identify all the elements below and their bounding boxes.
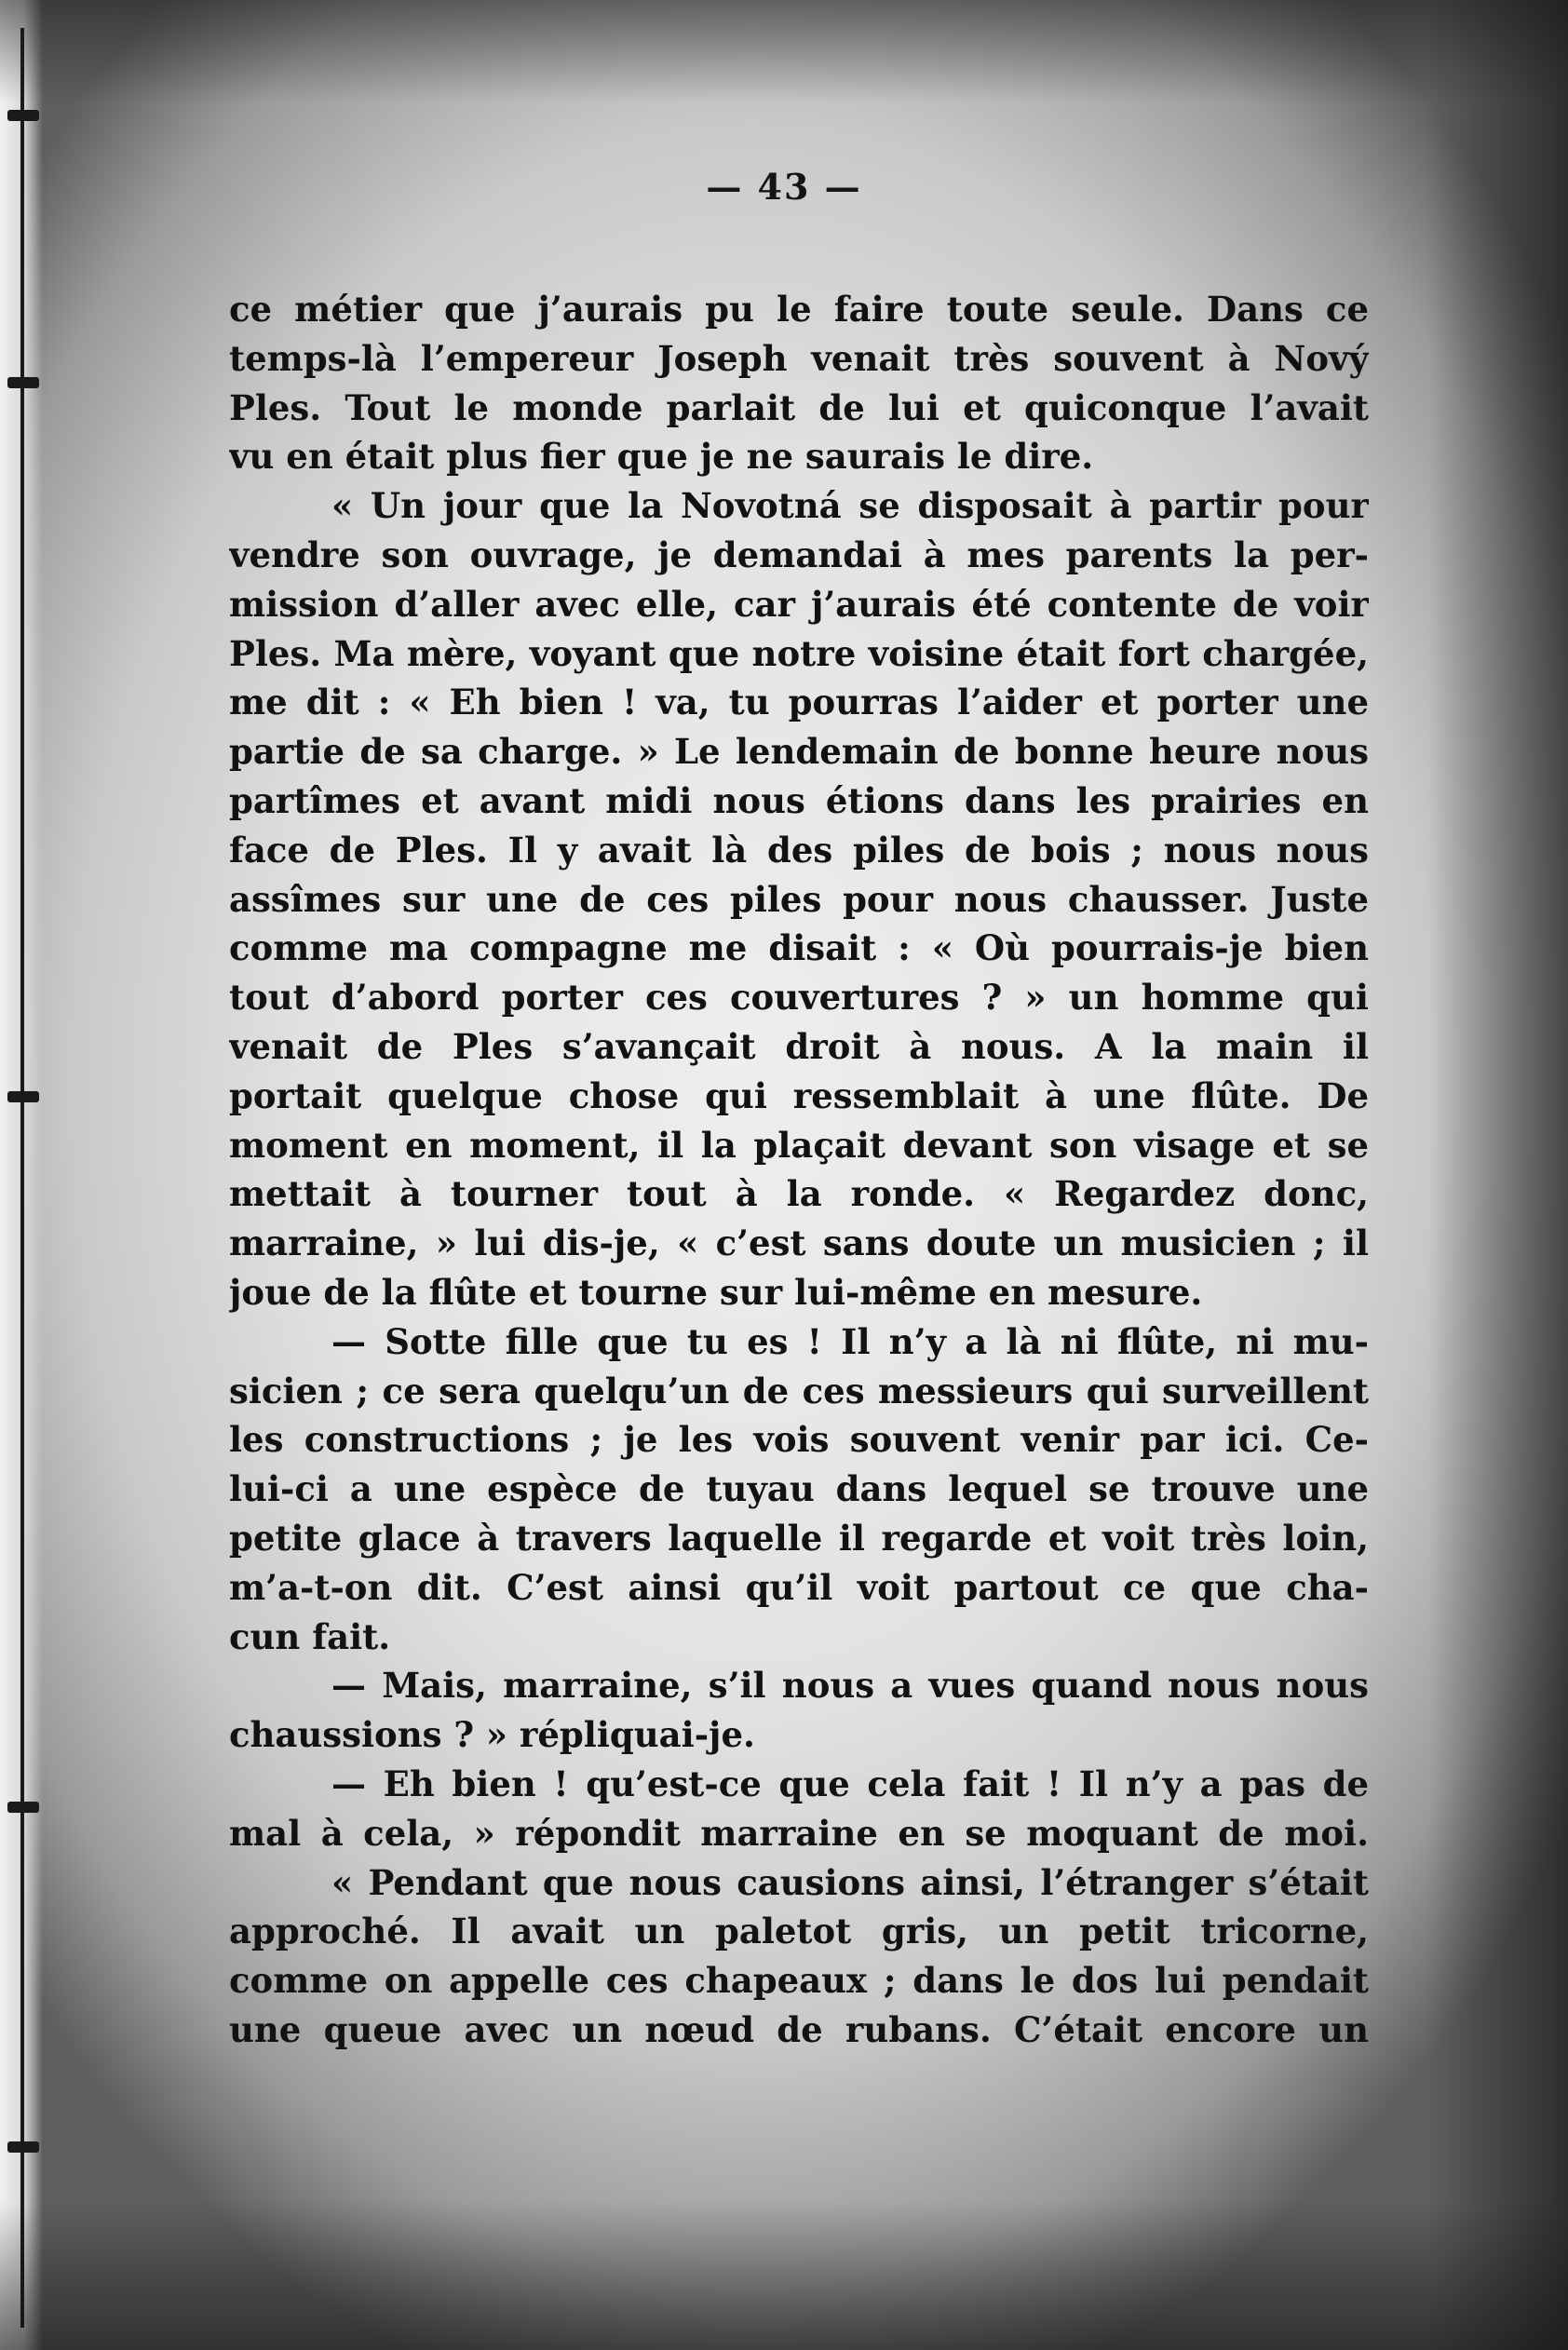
body-text xyxy=(229,285,1369,2055)
text-line: portait quelque chose qui ressemblait à une flûte. De xyxy=(229,1074,1369,1116)
text-line: — Sotte fille que tu es ! Il n’y a là ni flûte, ni mu- xyxy=(331,1320,1369,1362)
binding-stitch xyxy=(7,377,39,388)
scan-shadow-right xyxy=(1428,0,1568,2350)
text-line: « Un jour que la Novotná se disposait à partir pour xyxy=(331,485,1369,527)
text-line: joue de la flûte et tourne sur lui-même en mesure. xyxy=(229,1271,1203,1313)
text-line: marraine, » lui dis-je, « c’est sans doute un musicien ; il xyxy=(229,1222,1369,1264)
text-line: mettait à tourner tout à la ronde. « Regardez donc, xyxy=(229,1173,1369,1215)
text-line: assîmes sur une de ces piles pour nous chausser. Juste xyxy=(229,878,1369,920)
text-line: venait de Ples s’avançait droit à nous. A la main il xyxy=(229,1025,1369,1067)
binding-stitch xyxy=(7,1091,39,1102)
text-line: me dit : « Eh bien ! va, tu pourras l’aider et porter une xyxy=(229,682,1369,723)
binding-thread xyxy=(20,28,24,2328)
text-line: une queue avec un nœud de rubans. C’était encore un xyxy=(229,2008,1369,2050)
text-line: vendre son ouvrage, je demandai à mes parents la per- xyxy=(229,533,1369,575)
text-line: partie de sa charge. » Le lendemain de bonne heure nous xyxy=(229,731,1369,773)
text-line: ce métier que j’aurais pu le faire toute seule. Dans ce xyxy=(229,289,1369,330)
text-line: comme on appelle ces chapeaux ; dans le dos lui pendait xyxy=(229,1960,1369,2002)
text-line: — Mais, marraine, s’il nous a vues quand nous nous xyxy=(331,1665,1369,1707)
page-number: — 43 — xyxy=(706,166,862,208)
text-line: moment en moment, il la plaçait devant son visage et se xyxy=(229,1124,1369,1166)
text-line: partîmes et avant midi nous étions dans les prairies en xyxy=(229,779,1369,821)
binding-stitch xyxy=(7,110,39,121)
text-line: chaussions ? » répliquai-je. xyxy=(229,1714,755,1756)
text-line: temps-là l’empereur Joseph venait très souvent à Nový xyxy=(229,337,1369,379)
text-line: Ples. Ma mère, voyant que notre voisine était fort chargée, xyxy=(229,632,1369,674)
text-line: lui-ci a une espèce de tuyau dans lequel se trouve une xyxy=(229,1468,1369,1510)
text-line: mission d’aller avec elle, car j’aurais été contente de voir xyxy=(229,583,1369,625)
scan-shadow-bottom xyxy=(0,2201,1568,2350)
text-line: cun fait. xyxy=(229,1615,391,1657)
text-line: comme ma compagne me disait : « Où pourrais-je bien xyxy=(229,927,1369,969)
text-line: — Eh bien ! qu’est-ce que cela fait ! Il n’y a pas de xyxy=(331,1762,1369,1804)
text-line: tout d’abord porter ces couvertures ? » un homme qui xyxy=(229,977,1369,1019)
text-line: les constructions ; je les vois souvent venir par ici. Ce- xyxy=(229,1419,1369,1461)
scan-shadow-top xyxy=(0,0,1568,102)
binding-stitch xyxy=(7,2141,39,2153)
text-line: petite glace à travers laquelle il regarde et voit très loin, xyxy=(229,1517,1369,1559)
text-line: m’a-t-on dit. C’est ainsi qu’il voit partout ce que cha- xyxy=(229,1566,1369,1608)
text-line: mal à cela, » répondit marraine en se moquant de moi. xyxy=(229,1812,1369,1854)
text-line: sicien ; ce sera quelqu’un de ces messieurs qui surveillent xyxy=(229,1370,1369,1411)
binding-stitch xyxy=(7,1802,39,1813)
text-line: « Pendant que nous causions ainsi, l’étranger s’était xyxy=(331,1861,1369,1903)
text-line: face de Ples. Il y avait là des piles de bois ; nous nous xyxy=(229,829,1369,871)
text-line: vu en était plus fier que je ne saurais le dire. xyxy=(229,436,1094,478)
text-line: approché. Il avait un paletot gris, un petit tricorne, xyxy=(229,1911,1369,1952)
text-line: Ples. Tout le monde parlait de lui et quiconque l’avait xyxy=(229,386,1369,428)
